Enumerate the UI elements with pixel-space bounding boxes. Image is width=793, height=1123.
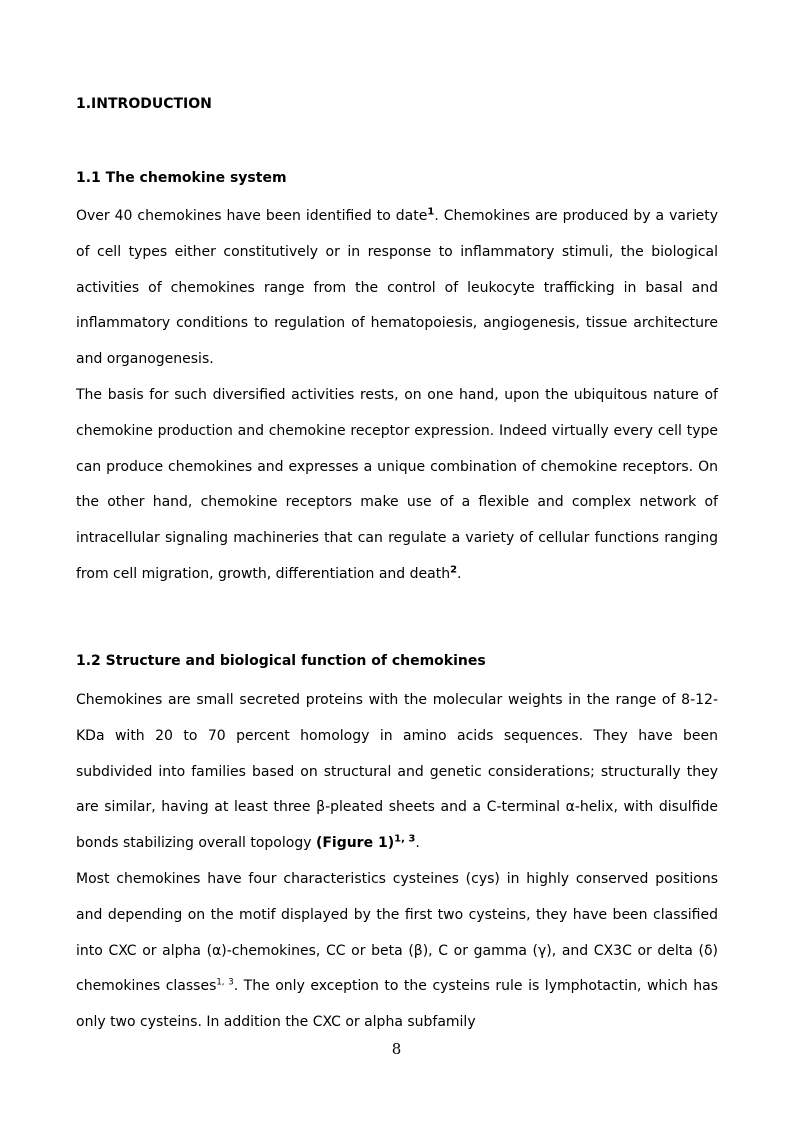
text: Chemokines are small secreted proteins with the molecular weights in the range of 8-12-KDa with 20 to 70 percent homology in amino acids sequences. They have been subdivided into families based on structural and genetic considerations; structurally they are similar, having at least three β-pleated sheets and a C-terminal α-helix, with disulfide bonds stabilizing overall topology bbox=[76, 692, 718, 852]
paragraph-1-2-b bbox=[76, 862, 718, 1041]
text: The basis for such diversified activities rests, on one hand, upon the ubiquitous nature of chemokine production and chemokine receptor expression. Indeed virtually every cell type can produce chemokines and expresses a unique combination of chemokine receptors. On the other hand, chemokine receptors make use of a flexible and complex network of intracellular signaling machineries that can regulate a variety of cellular functions ranging from cell migration, growth, differentiation and death bbox=[76, 386, 718, 582]
text: . Chemokines are produced by a variety of cell types either constitutively or in response to inflammatory stimuli, the biological activities of chemokines range from the control of leukocyte trafficking in basal and inflammatory conditions to regulation of hematopoiesis, angiogenesis, tissue architecture and organogenesis. bbox=[76, 208, 718, 368]
paragraph-1-1-b bbox=[76, 378, 718, 593]
text: . The only exception to the cysteins rule is lymphotactin, which has only two cysteins. In addition the CXC or alpha subfamily bbox=[76, 978, 719, 1031]
citation-ref: 1, 3 bbox=[394, 833, 416, 845]
citation-ref: 1 bbox=[427, 206, 435, 218]
citation-ref: 2 bbox=[450, 564, 458, 576]
text: Over 40 chemokines have been identified to date bbox=[76, 208, 428, 224]
text: Most chemokines have four characteristics cysteines (cys) in highly conserved positions and depending on the motif displayed by the first two cysteins, they have been classified into CXC or alpha (α)-chemokines, CC or beta (β), C or gamma (γ), and CX3C or delta (δ) chemokines classes bbox=[76, 870, 718, 995]
page-number: 8 bbox=[391, 1040, 402, 1058]
section-1-2-body bbox=[76, 683, 718, 1041]
citation-ref: 1, 3 bbox=[216, 977, 234, 988]
paragraph-1-1-a bbox=[76, 199, 718, 378]
text: . bbox=[415, 835, 420, 852]
figure-reference: (Figure 1) bbox=[315, 835, 395, 852]
text: . bbox=[457, 565, 462, 582]
section-heading-1-1: 1.1 The chemokine system bbox=[76, 170, 287, 186]
paragraph-1-2-a bbox=[76, 683, 718, 862]
chapter-heading: 1.INTRODUCTION bbox=[76, 96, 212, 112]
section-heading-1-2: 1.2 Structure and biological function of chemokines bbox=[76, 653, 486, 669]
section-1-1-body bbox=[76, 199, 718, 593]
